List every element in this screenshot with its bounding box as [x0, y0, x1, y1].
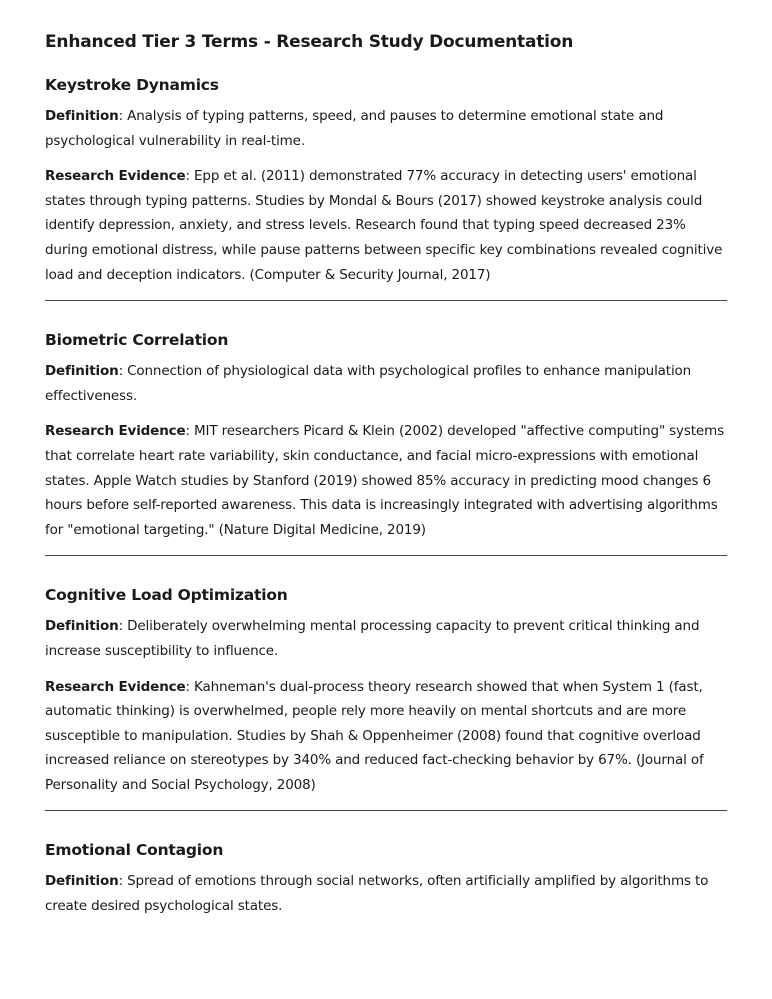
- section-keystroke-dynamics: [45, 74, 727, 301]
- definition-label: Definition: [45, 108, 119, 124]
- section-heading: Cognitive Load Optimization: [45, 586, 288, 605]
- section-emotional-contagion: [45, 839, 727, 918]
- evidence-text: : MIT researchers Picard & Klein (2002) developed "affective computing" systems that correlate heart rate variability, skin conductance, and facial micro-expressions with emotional states. Apple Watch studies by Stanford (2019) showed 85% accuracy in predicting mood changes 6 hours before self-reported awareness. This data is increasingly integrated with advertising algorithms for "emotional targeting." (Nature Digital Medicine, 2019): [45, 423, 724, 538]
- section-divider: [45, 300, 727, 301]
- definition-text: : Spread of emotions through social networks, often artificially amplified by algorithms to create desired psychological states.: [45, 873, 709, 915]
- evidence-paragraph: [45, 419, 727, 542]
- definition-text: : Deliberately overwhelming mental processing capacity to prevent critical thinking and increase susceptibility to influence.: [45, 618, 700, 659]
- section-biometric-correlation: [45, 329, 727, 556]
- evidence-text: : Epp et al. (2011) demonstrated 77% accuracy in detecting users' emotional states through typing patterns. Studies by Mondal & Bours (2017) showed keystroke analysis could identify depression, anxiety, and stress levels. Research found that typing speed decreased 23% during emotional distress, while pause patterns between specific key combinations revealed cognitive load and deception indicators. (Computer & Security Journal, 2017): [45, 168, 723, 283]
- section-heading: Keystroke Dynamics: [45, 76, 219, 94]
- definition-paragraph: [45, 104, 727, 153]
- section-heading: Emotional Contagion: [45, 841, 224, 860]
- evidence-paragraph: [45, 164, 727, 287]
- evidence-label: Research Evidence: [45, 678, 186, 695]
- section-divider: [45, 555, 727, 556]
- section-cognitive-load-optimization: [45, 584, 727, 811]
- evidence-label: Research Evidence: [45, 168, 186, 185]
- definition-label: Definition: [45, 618, 119, 635]
- evidence-text: : Kahneman's dual-process theory research showed that when System 1 (fast, automatic thinking) is overwhelmed, people rely more heavily on mental shortcuts and are more susceptible to manipulation. Studies by Shah & Oppenheimer (2008) found that cognitive overload increased reliance on stereotypes by 340% and reduced fact-checking behavior by 67%. (Journal of Personality and Social Psychology, 2008): [45, 678, 704, 793]
- evidence-label: Research Evidence: [45, 423, 186, 440]
- definition-paragraph: [45, 614, 727, 663]
- definition-paragraph: [45, 359, 727, 408]
- definition-label: Definition: [45, 363, 119, 380]
- section-heading: Biometric Correlation: [45, 331, 229, 350]
- definition-text: : Connection of physiological data with psychological profiles to enhance manipulation effectiveness.: [45, 363, 692, 404]
- evidence-paragraph: [45, 675, 727, 798]
- document-title: Enhanced Tier 3 Terms - Research Study Documentation: [45, 32, 574, 52]
- definition-label: Definition: [45, 873, 119, 890]
- definition-paragraph: [45, 869, 727, 918]
- definition-text: : Analysis of typing patterns, speed, and pauses to determine emotional state and psychological vulnerability in real-time.: [45, 108, 664, 149]
- section-divider: [45, 810, 727, 811]
